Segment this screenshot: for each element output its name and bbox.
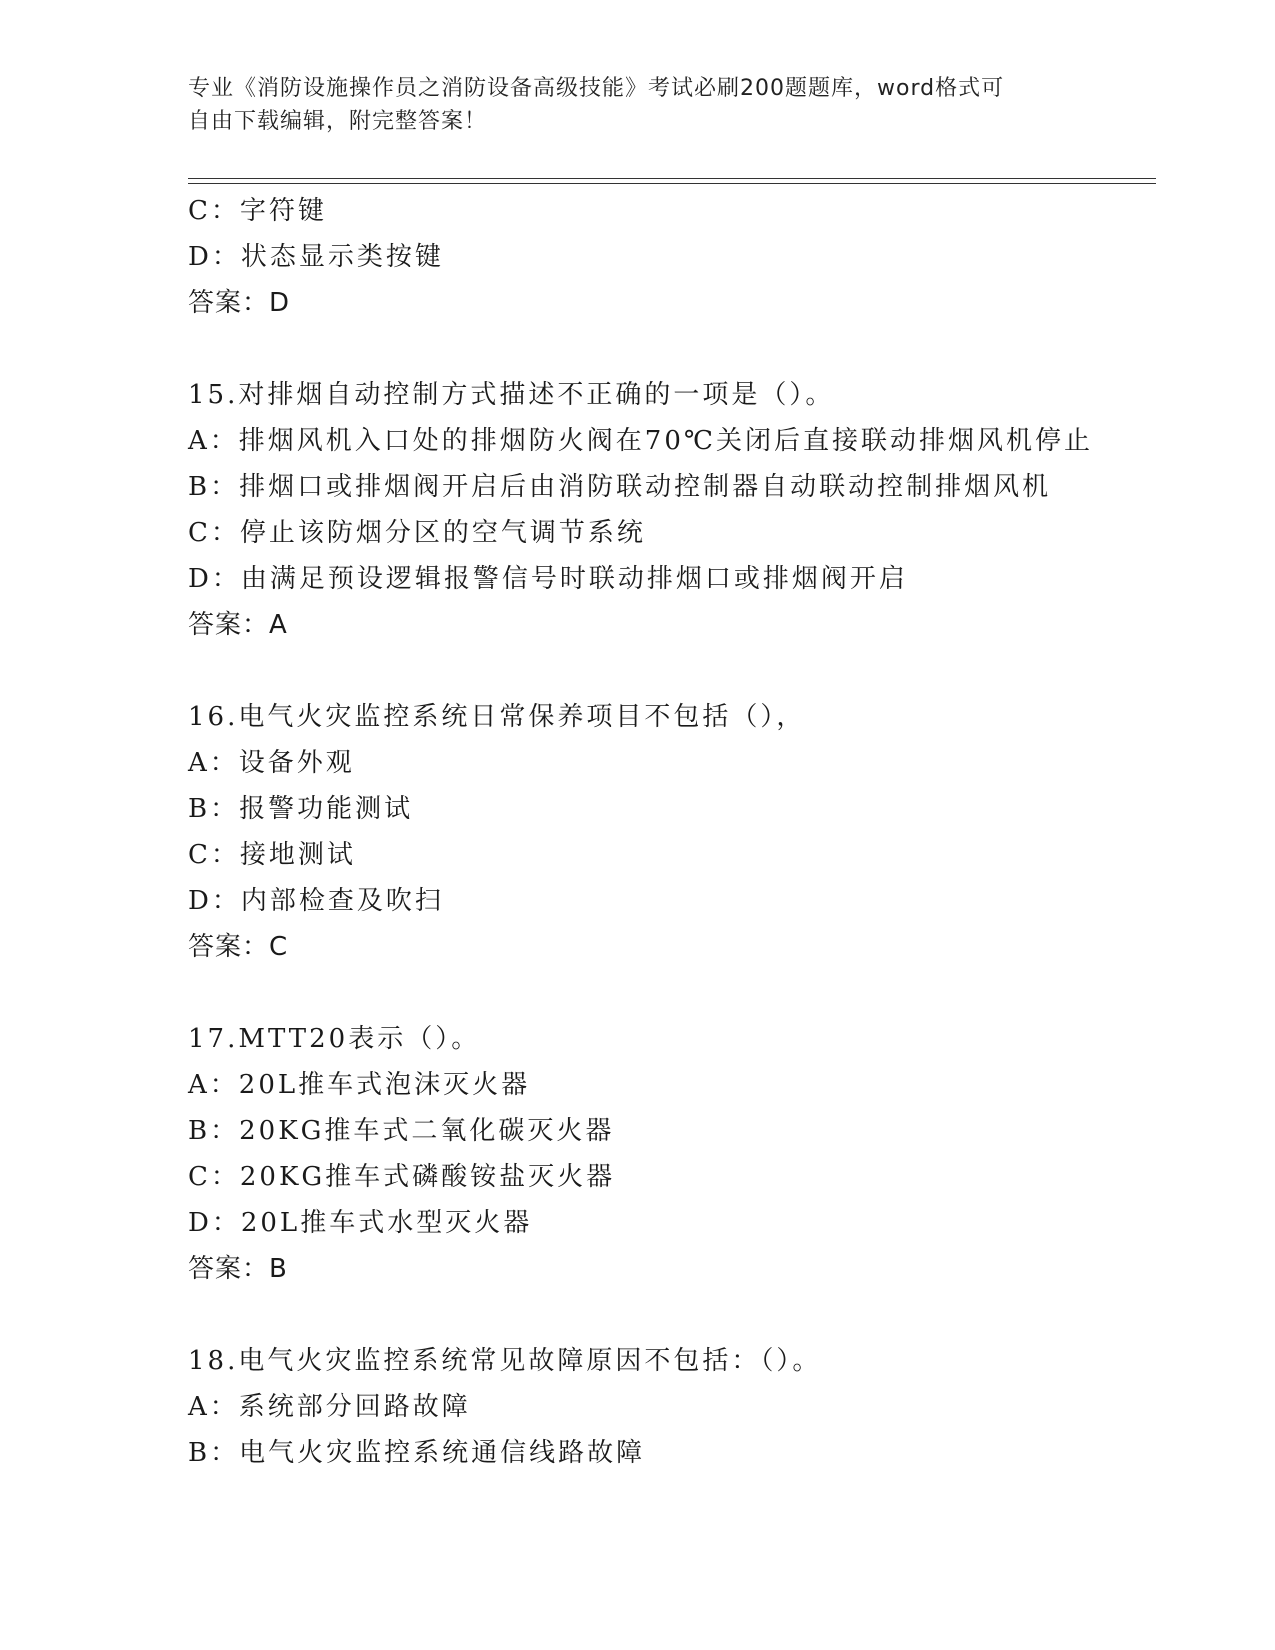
answer-line: 答案：A [188,610,288,640]
option-b: B：报警功能测试 [188,794,414,824]
spacer [188,326,1156,372]
answer-line: 答案：C [188,932,289,962]
option-b: B：电气火灾监控系统通信线路故障 [188,1438,646,1468]
option-a: A：系统部分回路故障 [188,1392,471,1422]
question-15 [188,372,1156,648]
document-body [188,188,1156,1476]
header-line-1: 专业《消防设施操作员之消防设备高级技能》考试必刷200题题库，word格式可 [188,76,1005,101]
question-17 [188,1016,1156,1292]
option-c: C：接地测试 [188,840,356,870]
option-b: B：排烟口或排烟阀开启后由消防联动控制器自动联动控制排烟风机 [188,472,1052,502]
header-rule-bottom [188,183,1156,184]
page-header [188,72,1088,138]
header-rule-top [188,178,1156,179]
question-stem: 18.电气火灾监控系统常见故障原因不包括：（）。 [188,1346,822,1376]
spacer [188,648,1156,694]
header-line-2: 自由下载编辑，附完整答案！ [188,109,488,134]
question-18 [188,1338,1156,1476]
question-stem: 16.电气火灾监控系统日常保养项目不包括（）， [188,702,806,732]
option-d: D：20L推车式水型灭火器 [188,1208,533,1238]
option-d: D：由满足预设逻辑报警信号时联动排烟口或排烟阀开启 [188,564,908,594]
option-d: D：内部检查及吹扫 [188,886,444,916]
option-c: C：停止该防烟分区的空气调节系统 [188,518,646,548]
spacer [188,1292,1156,1338]
option-b: B：20KG推车式二氧化碳灭火器 [188,1116,615,1146]
question-16 [188,694,1156,970]
answer-line: 答案：B [188,1254,288,1284]
prev-question-block [188,188,1156,326]
option-c: C：20KG推车式磷酸铵盐灭火器 [188,1162,616,1192]
question-stem: 15.对排烟自动控制方式描述不正确的一项是（）。 [188,380,835,410]
option-a: A：20L推车式泡沫灭火器 [188,1070,531,1100]
option-a: A：设备外观 [188,748,355,778]
answer-line: 答案：D [188,288,291,318]
option-a: A：排烟风机入口处的排烟防火阀在70℃关闭后直接联动排烟风机停止 [188,426,1093,456]
question-stem: 17.MTT20表示（）。 [188,1024,481,1054]
option-c: C：字符键 [188,196,327,226]
option-d: D：状态显示类按键 [188,242,444,272]
spacer [188,970,1156,1016]
